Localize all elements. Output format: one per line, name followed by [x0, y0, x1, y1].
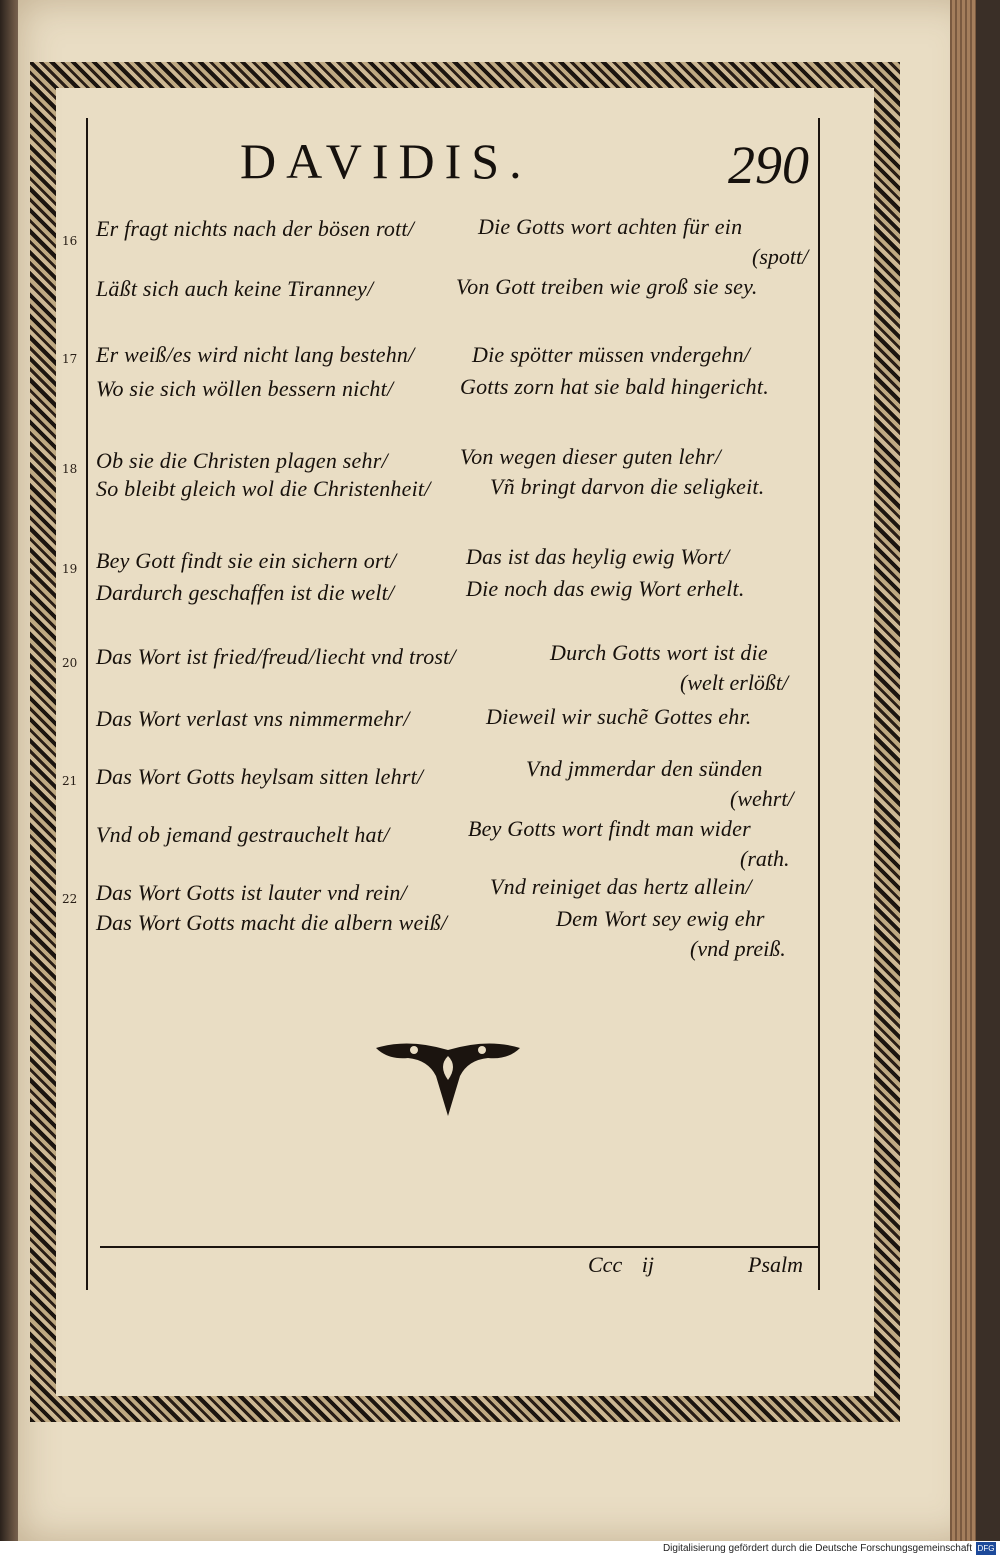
- verse-continuation: (wehrt/: [730, 786, 794, 811]
- verse-number: 17: [62, 352, 78, 366]
- dfg-logo: DFG: [977, 1544, 995, 1553]
- verse-line-right: Von Gott treiben wie groß sie sey.: [456, 274, 758, 299]
- page-number: 290: [728, 135, 809, 195]
- verse-continuation: (welt erlößt/: [680, 670, 789, 695]
- verse-line-right: Gotts zorn hat sie bald hingericht.: [460, 374, 769, 399]
- verse-line-right: Das ist das heylig ewig Wort/: [466, 544, 730, 569]
- catchword: Psalm: [748, 1252, 803, 1277]
- verse-number: 16: [62, 234, 78, 248]
- running-title: DAVIDIS.: [240, 133, 532, 189]
- verse-line-right: Die spötter müssen vndergehn/: [472, 342, 751, 367]
- verse-line-right: Dieweil wir suchẽ Gottes ehr.: [486, 704, 752, 729]
- verse-line-left: Vnd ob jemand gestrauchelt hat/: [96, 822, 390, 847]
- digitization-credit: Digitalisierung gefördert durch die Deutsche Forschungsgemeinschaft: [662, 1543, 972, 1554]
- footer-rule: [100, 1246, 820, 1248]
- verse-line-left: Läßt sich auch keine Tiranney/: [96, 276, 374, 301]
- verse-line-right: Die noch das ewig Wort erhelt.: [466, 576, 745, 601]
- verse-number: 19: [62, 562, 78, 576]
- verse-line-left: Dardurch geschaffen ist die welt/: [96, 580, 395, 605]
- verse-number: 18: [62, 462, 78, 476]
- tailpiece-ornament: [368, 1030, 528, 1120]
- verse-number: 21: [62, 774, 78, 788]
- verse-line-left: Wo sie sich wöllen bessern nicht/: [96, 376, 394, 401]
- verse-line-left: Ob sie die Christen plagen sehr/: [96, 448, 388, 473]
- verse-line-right: Durch Gotts wort ist die: [550, 640, 768, 665]
- verse-continuation: (spott/: [752, 244, 809, 269]
- verse-line-left: Er fragt nichts nach der bösen rott/: [96, 216, 415, 241]
- verse-continuation: (rath.: [740, 846, 790, 871]
- verse-line-left: Das Wort Gotts heylsam sitten lehrt/: [96, 764, 424, 789]
- verse-line-right: Vnd reiniget das hertz allein/: [490, 874, 752, 899]
- verse-line-right: Vnd jmmerdar den sünden: [526, 756, 763, 781]
- verse-line-left: Das Wort Gotts ist lauter vnd rein/: [96, 880, 407, 905]
- verse-line-left: Das Wort Gotts macht die albern weiß/: [96, 910, 448, 935]
- verse-line-left: Das Wort ist fried/freud/liecht vnd trost/: [96, 644, 456, 669]
- verse-line-right: Die Gotts wort achten für ein: [478, 214, 743, 239]
- verse-continuation: (vnd preiß.: [690, 936, 786, 961]
- verse-line-right: Vñ bringt darvon die seligkeit.: [490, 474, 765, 499]
- verse-line-right: Bey Gotts wort findt man wider: [468, 816, 751, 841]
- verse-line-right: Dem Wort sey ewig ehr: [556, 906, 765, 931]
- verse-number: 20: [62, 656, 78, 670]
- verse-line-right: Von wegen dieser guten lehr/: [460, 444, 721, 469]
- page-edge: [950, 0, 976, 1541]
- verse-line-left: So bleibt gleich wol die Christenheit/: [96, 476, 431, 501]
- verse-line-left: Er weiß/es wird nicht lang bestehn/: [96, 342, 415, 367]
- signature-mark: Ccc ij: [588, 1252, 654, 1277]
- verse-number: 22: [62, 892, 78, 906]
- verse-line-left: Bey Gott findt sie ein sichern ort/: [96, 548, 397, 573]
- verse-line-left: Das Wort verlast vns nimmermehr/: [96, 706, 410, 731]
